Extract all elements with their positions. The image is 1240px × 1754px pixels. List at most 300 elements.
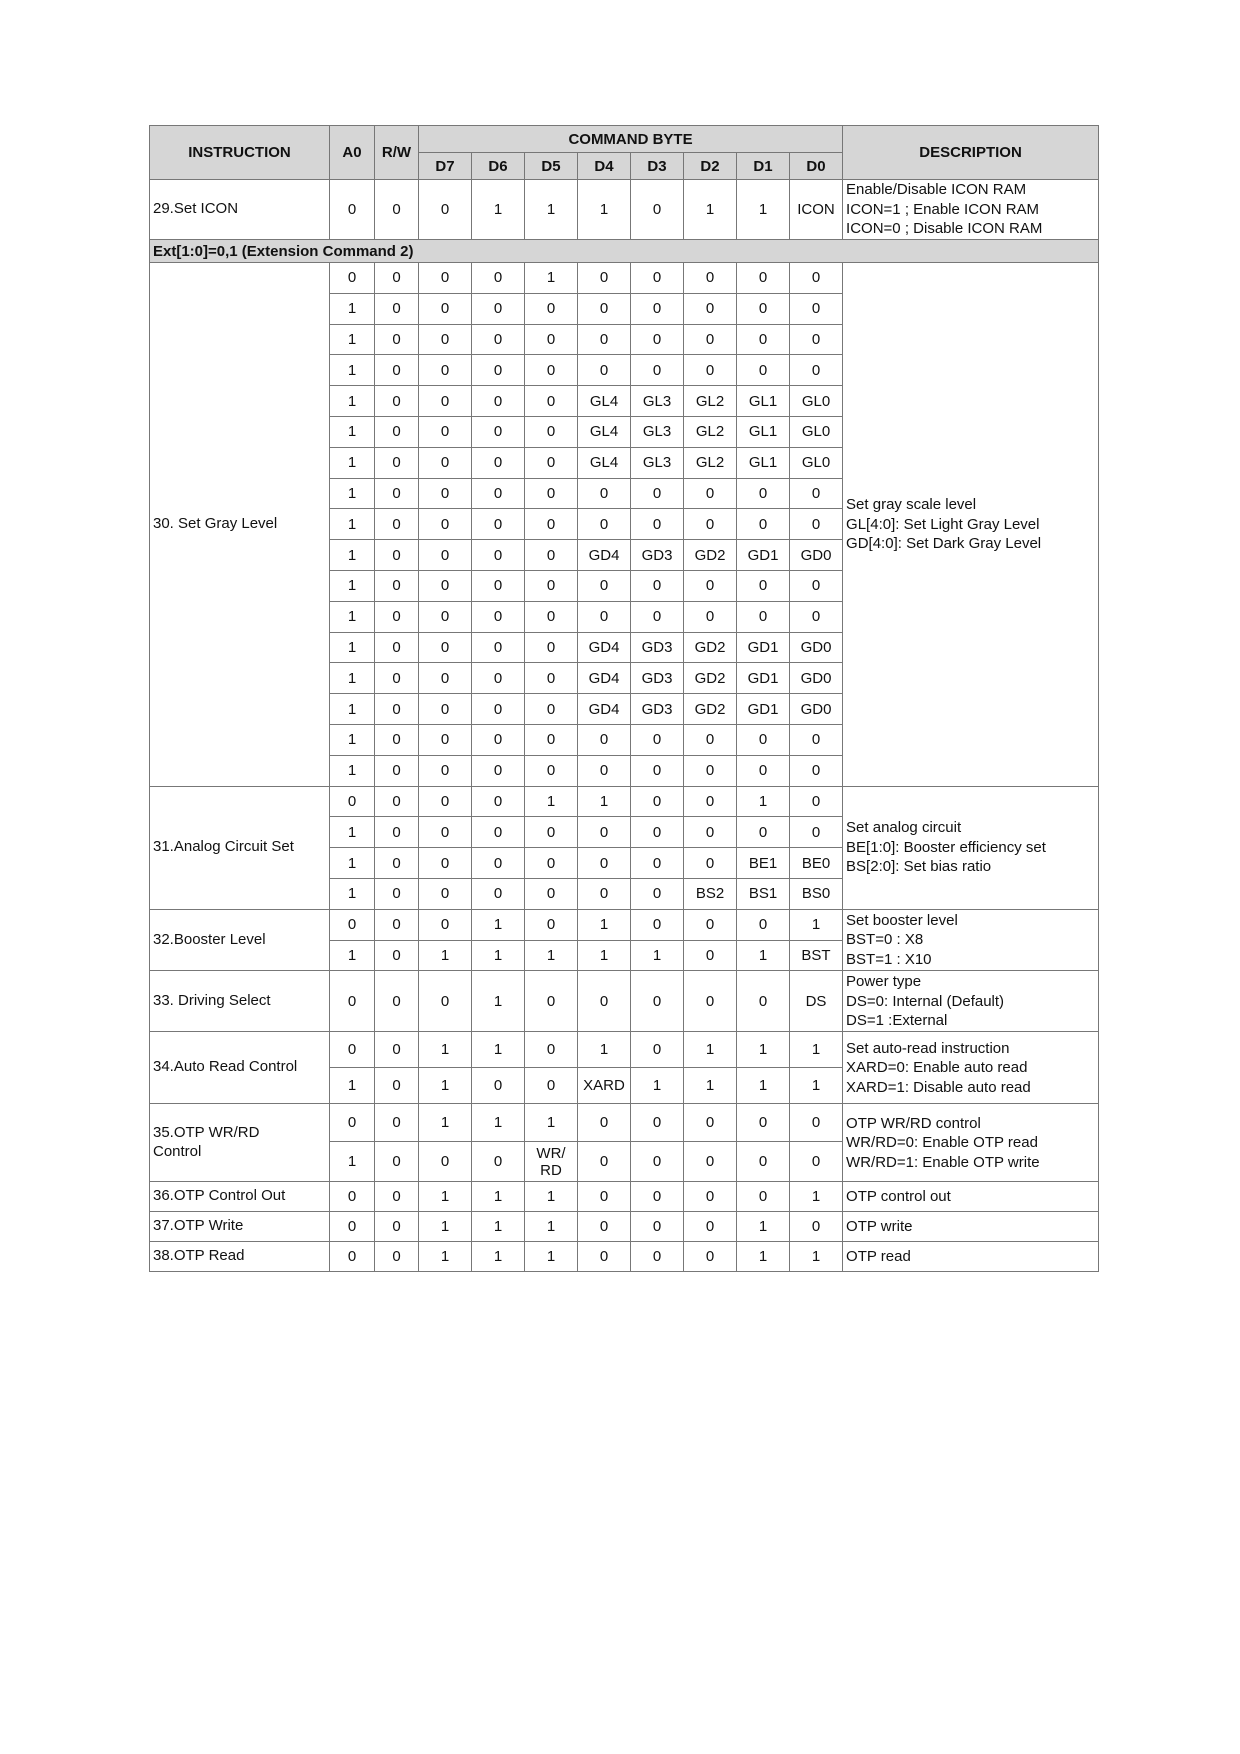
description [843,1104,1099,1182]
instruction-name [150,1242,330,1272]
a0-cell: 0 [330,1032,375,1068]
bit-cell: GD1 [737,694,790,725]
rw-cell: 0 [375,755,419,786]
bit-cell: 0 [419,848,472,879]
bit-cell: 1 [737,940,790,971]
bit-cell: BS0 [790,878,843,909]
bit-cell: 0 [472,601,525,632]
command-byte-header: COMMAND BYTE [419,126,843,153]
bit-cell: 0 [419,817,472,848]
bit-cell: GD2 [684,632,737,663]
description [843,786,1099,909]
description [843,909,1099,971]
bit-cell: BS2 [684,878,737,909]
bit-cell: 0 [737,355,790,386]
text-line: 32.Booster Level [153,930,266,948]
text-line: 36.OTP Control Out [153,1187,286,1205]
bit-cell: GD3 [631,663,684,694]
bit-cell: 1 [525,1104,578,1142]
text-line: OTP control out [846,1188,951,1206]
bit-cell: GL0 [790,447,843,478]
bit-cell: 0 [419,786,472,817]
bit-cell: 0 [737,509,790,540]
rw-cell: 0 [375,1142,419,1182]
bit-cell: 0 [419,632,472,663]
bit-cell: GD4 [578,632,631,663]
bit-cell: GD3 [631,540,684,571]
bit-cell: GD1 [737,663,790,694]
bit-cell: 0 [578,878,631,909]
bit-cell: 0 [419,447,472,478]
bit-cell: 0 [419,601,472,632]
bit-cell: 0 [525,478,578,509]
bit-cell: 0 [472,755,525,786]
bit-cell: 1 [419,1032,472,1068]
bit-cell: GD0 [790,694,843,725]
bit-cell: 0 [631,971,684,1032]
text-line: WR/RD=0: Enable OTP read [846,1134,1038,1152]
bit-cell: 0 [631,755,684,786]
a0-cell: 0 [330,971,375,1032]
bit-cell: 0 [419,386,472,417]
description [843,263,1099,787]
bit-cell: 0 [419,180,472,240]
bit-cell: 0 [684,971,737,1032]
bit-cell: 0 [525,293,578,324]
bit-cell: 1 [737,786,790,817]
bit-cell: 0 [578,1104,631,1142]
text-line: 29.Set ICON [153,200,239,218]
description [843,180,1099,240]
rw-cell: 0 [375,1032,419,1068]
bit-cell: 1 [684,180,737,240]
instruction-name [150,971,330,1032]
bit-cell: 1 [525,1212,578,1242]
a0-cell: 0 [330,1182,375,1212]
text-line: GD[4:0]: Set Dark Gray Level [846,535,1042,553]
text-line: BS[2:0]: Set bias ratio [846,858,992,876]
bit-cell: 0 [472,293,525,324]
bit-cell: GL3 [631,416,684,447]
instruction-name [150,1182,330,1212]
bit-cell: GD2 [684,540,737,571]
bit-cell: 0 [472,324,525,355]
bit-cell: 0 [578,1142,631,1182]
bit-cell: 0 [631,1212,684,1242]
bit-cell: 1 [631,940,684,971]
bit-cell: 1 [790,1068,843,1104]
a0-cell: 0 [330,180,375,240]
table-row [150,971,1099,1032]
bit-cell: 0 [790,786,843,817]
text-line: 37.OTP Write [153,1217,244,1235]
bit-cell: GL0 [790,386,843,417]
bit-cell: 0 [472,786,525,817]
instruction-name [150,1032,330,1104]
rw-cell: 0 [375,509,419,540]
bit-cell: 1 [419,1182,472,1212]
bit-cell: 0 [472,817,525,848]
text-line: Set booster level [846,911,958,929]
table-row [150,180,1099,240]
bit-cell: 1 [737,1212,790,1242]
text-line: 38.OTP Read [153,1247,245,1265]
text-line: Control [153,1142,202,1160]
bit-cell: 0 [472,848,525,879]
a0-cell: 1 [330,940,375,971]
text-line: OTP WR/RD control [846,1114,981,1132]
bit-cell: 1 [684,1068,737,1104]
bit-cell: GL2 [684,447,737,478]
bit-header: D6 [472,153,525,180]
bit-header: D1 [737,153,790,180]
table-row [150,909,1099,940]
a0-cell: 0 [330,1242,375,1272]
a0-cell: 1 [330,509,375,540]
rw-cell: 0 [375,909,419,940]
bit-cell: 0 [631,324,684,355]
bit-cell: 0 [419,971,472,1032]
text-line: Set analog circuit [846,819,962,837]
bit-cell: 0 [472,1068,525,1104]
bit-cell: 0 [790,478,843,509]
bit-cell: 0 [684,509,737,540]
bit-cell: 0 [737,263,790,294]
bit-cell: 0 [790,724,843,755]
bit-cell: GL3 [631,386,684,417]
bit-cell: 1 [525,786,578,817]
bit-cell: 0 [472,878,525,909]
bit-cell: 0 [578,293,631,324]
bit-cell: 0 [472,540,525,571]
description [843,1242,1099,1272]
rw-cell: 0 [375,324,419,355]
bit-cell: 0 [684,817,737,848]
bit-cell: 0 [631,724,684,755]
bit-cell: 1 [790,909,843,940]
bit-cell: 0 [525,447,578,478]
bit-cell: 0 [684,293,737,324]
bit-cell: 1 [525,940,578,971]
section-row [150,240,1099,263]
bit-cell: 0 [419,509,472,540]
bit-cell: 0 [472,632,525,663]
bit-cell: 0 [472,694,525,725]
bit-cell: 0 [525,755,578,786]
bit-header: D2 [684,153,737,180]
bit-cell: 0 [525,694,578,725]
bit-cell: 0 [631,848,684,879]
bit-cell: 0 [684,786,737,817]
text-line: 35.OTP WR/RD [153,1124,260,1142]
rw-cell: 0 [375,878,419,909]
text-line: ICON=0 ; Disable ICON RAM [846,220,1043,238]
bit-cell: 0 [419,293,472,324]
bit-cell: 0 [790,324,843,355]
bit-cell: 0 [737,324,790,355]
bit-cell: 1 [419,1104,472,1142]
bit-cell: 0 [684,355,737,386]
bit-cell: 0 [578,755,631,786]
bit-cell: 0 [419,324,472,355]
text-line: 31.Analog Circuit Set [153,838,294,856]
bit-cell: 1 [419,1242,472,1272]
rw-cell: 0 [375,663,419,694]
a0-cell: 0 [330,1104,375,1142]
bit-cell: 0 [419,663,472,694]
bit-cell: 0 [684,909,737,940]
a0-cell: 1 [330,386,375,417]
bit-cell: 0 [525,632,578,663]
bit-cell: 0 [737,293,790,324]
bit-cell: 0 [631,786,684,817]
bit-cell: GL4 [578,447,631,478]
bit-cell: GL1 [737,416,790,447]
text-line: XARD=1: Disable auto read [846,1078,1031,1096]
bit-cell: 0 [737,755,790,786]
bit-cell: 0 [790,1104,843,1142]
bit-header: D5 [525,153,578,180]
text-line: 30. Set Gray Level [153,514,278,532]
bit-cell: XARD [578,1068,631,1104]
bit-header: D4 [578,153,631,180]
bit-cell: 0 [525,540,578,571]
bit-cell: 0 [525,1068,578,1104]
bit-cell: 0 [472,570,525,601]
text-line: XARD=0: Enable auto read [846,1059,1028,1077]
table-row [150,1212,1099,1242]
rw-cell: 0 [375,724,419,755]
bit-cell: 0 [684,1142,737,1182]
bit-cell: 0 [631,1242,684,1272]
bit-cell: 0 [525,416,578,447]
text-line: BE[1:0]: Booster efficiency set [846,838,1046,856]
bit-cell: BS1 [737,878,790,909]
instruction-name [150,909,330,971]
bit-cell: 1 [737,1242,790,1272]
text-line: Power type [846,973,922,991]
bit-cell: 1 [631,1068,684,1104]
bit-cell: BST [790,940,843,971]
bit-cell: 1 [578,180,631,240]
rw-cell: 0 [375,940,419,971]
instruction-name [150,1104,330,1182]
bit-cell: 0 [737,909,790,940]
bit-cell: 0 [525,971,578,1032]
bit-cell: 1 [472,1242,525,1272]
bit-cell: ICON [790,180,843,240]
a0-cell: 1 [330,1068,375,1104]
a0-cell: 1 [330,355,375,386]
bit-cell: 0 [790,293,843,324]
bit-cell: GL4 [578,416,631,447]
bit-cell: GD2 [684,663,737,694]
bit-cell: 0 [790,570,843,601]
bit-cell: 1 [525,1182,578,1212]
bit-cell: GD4 [578,694,631,725]
rw-cell: 0 [375,478,419,509]
bit-cell: 1 [472,1212,525,1242]
bit-cell: 0 [525,570,578,601]
a0-cell: 1 [330,817,375,848]
rw-cell: 0 [375,1068,419,1104]
bit-cell: 0 [737,1142,790,1182]
rw-cell: 0 [375,786,419,817]
bit-cell: 0 [525,724,578,755]
bit-cell: GL2 [684,386,737,417]
rw-cell: 0 [375,180,419,240]
bit-cell: 0 [790,355,843,386]
bit-cell: 0 [631,1032,684,1068]
bit-cell: 0 [578,817,631,848]
bit-cell: 0 [525,1032,578,1068]
rw-cell: 0 [375,694,419,725]
bit-cell: 0 [419,909,472,940]
bit-cell: 0 [578,1182,631,1212]
bit-cell: 0 [737,817,790,848]
rw-cell: 0 [375,1212,419,1242]
bit-cell: 0 [525,663,578,694]
rw-cell: 0 [375,355,419,386]
bit-cell: 0 [419,1142,472,1182]
bit-cell: 0 [525,817,578,848]
bit-cell: 0 [790,509,843,540]
bit-cell: 0 [525,878,578,909]
a0-cell: 0 [330,786,375,817]
text-line: WR/RD=1: Enable OTP write [846,1153,1040,1171]
rw-cell: 0 [375,293,419,324]
bit-cell: GL2 [684,416,737,447]
rw-cell: 0 [375,848,419,879]
bit-cell: 0 [684,755,737,786]
text-line: BST=1 : X10 [846,950,932,968]
table-row [150,786,1099,817]
a0-cell: 1 [330,755,375,786]
rw-cell: 0 [375,632,419,663]
bit-cell: 0 [578,263,631,294]
bit-cell: 0 [525,848,578,879]
bit-cell: 1 [472,1182,525,1212]
text-line: 34.Auto Read Control [153,1058,298,1076]
a0-cell: 1 [330,724,375,755]
bit-cell: 0 [684,1104,737,1142]
bit-cell: 0 [737,478,790,509]
bit-cell: 0 [419,355,472,386]
bit-cell: 0 [737,971,790,1032]
bit-cell: 0 [472,509,525,540]
bit-cell: 1 [790,1032,843,1068]
bit-cell: 0 [578,509,631,540]
bit-cell: 0 [419,478,472,509]
text-line: OTP write [846,1218,913,1236]
bit-cell: 0 [472,1142,525,1182]
text-line: Set auto-read instruction [846,1039,1010,1057]
bit-cell: 0 [472,724,525,755]
bit-cell: 0 [472,386,525,417]
bit-cell: 0 [419,755,472,786]
bit-cell: 0 [578,971,631,1032]
bit-cell: GD4 [578,540,631,571]
bit-cell: 0 [631,1104,684,1142]
bit-cell: 0 [525,909,578,940]
a0-cell: 1 [330,447,375,478]
bit-cell: 1 [578,786,631,817]
instruction-name [150,1212,330,1242]
bit-cell: GD1 [737,540,790,571]
a0-cell: 1 [330,1142,375,1182]
a0-cell: 1 [330,540,375,571]
bit-cell: 0 [525,509,578,540]
rw-cell: 0 [375,601,419,632]
bit-cell: 0 [737,601,790,632]
rw-cell: 0 [375,971,419,1032]
table-row [150,263,1099,294]
a0-cell: 1 [330,478,375,509]
cell-text: WR/ RD [536,1144,566,1179]
bit-cell: 0 [631,293,684,324]
bit-cell: 0 [631,1142,684,1182]
bit-cell: 0 [631,355,684,386]
bit-cell: 1 [578,1032,631,1068]
bit-cell: 0 [737,1182,790,1212]
a0-cell: 1 [330,601,375,632]
rw-header: R/W [375,126,419,180]
bit-cell: GD3 [631,632,684,663]
bit-cell: 1 [472,1104,525,1142]
bit-cell: 0 [631,817,684,848]
bit-cell: 0 [578,1242,631,1272]
command-table [149,125,1099,1272]
description [843,1182,1099,1212]
bit-header: D3 [631,153,684,180]
bit-cell: 1 [737,1032,790,1068]
bit-cell: GD4 [578,663,631,694]
bit-cell: 0 [525,601,578,632]
bit-cell: 0 [525,324,578,355]
bit-header: D0 [790,153,843,180]
instruction-header: INSTRUCTION [150,126,330,180]
bit-cell: GD0 [790,663,843,694]
instruction-name [150,180,330,240]
bit-cell: 0 [472,478,525,509]
bit-cell: 1 [419,1068,472,1104]
bit-cell: 0 [578,1212,631,1242]
rw-cell: 0 [375,447,419,478]
bit-cell: 0 [578,724,631,755]
bit-cell: 1 [419,940,472,971]
command-table-page [149,125,1098,1272]
bit-cell: GD0 [790,632,843,663]
bit-cell: 1 [472,909,525,940]
rw-cell: 0 [375,570,419,601]
bit-cell: 0 [684,724,737,755]
text-line: GL[4:0]: Set Light Gray Level [846,515,1040,533]
bit-cell: BE0 [790,848,843,879]
bit-cell: 0 [419,724,472,755]
description-header: DESCRIPTION [843,126,1099,180]
bit-cell: 0 [684,478,737,509]
bit-cell: 0 [419,416,472,447]
a0-cell: 1 [330,632,375,663]
bit-cell: 1 [419,1212,472,1242]
table-row [150,1182,1099,1212]
bit-cell: 0 [578,355,631,386]
bit-cell: 0 [578,478,631,509]
text-line: OTP read [846,1248,911,1266]
bit-cell: BE1 [737,848,790,879]
rw-cell: 0 [375,1242,419,1272]
a0-cell: 1 [330,416,375,447]
